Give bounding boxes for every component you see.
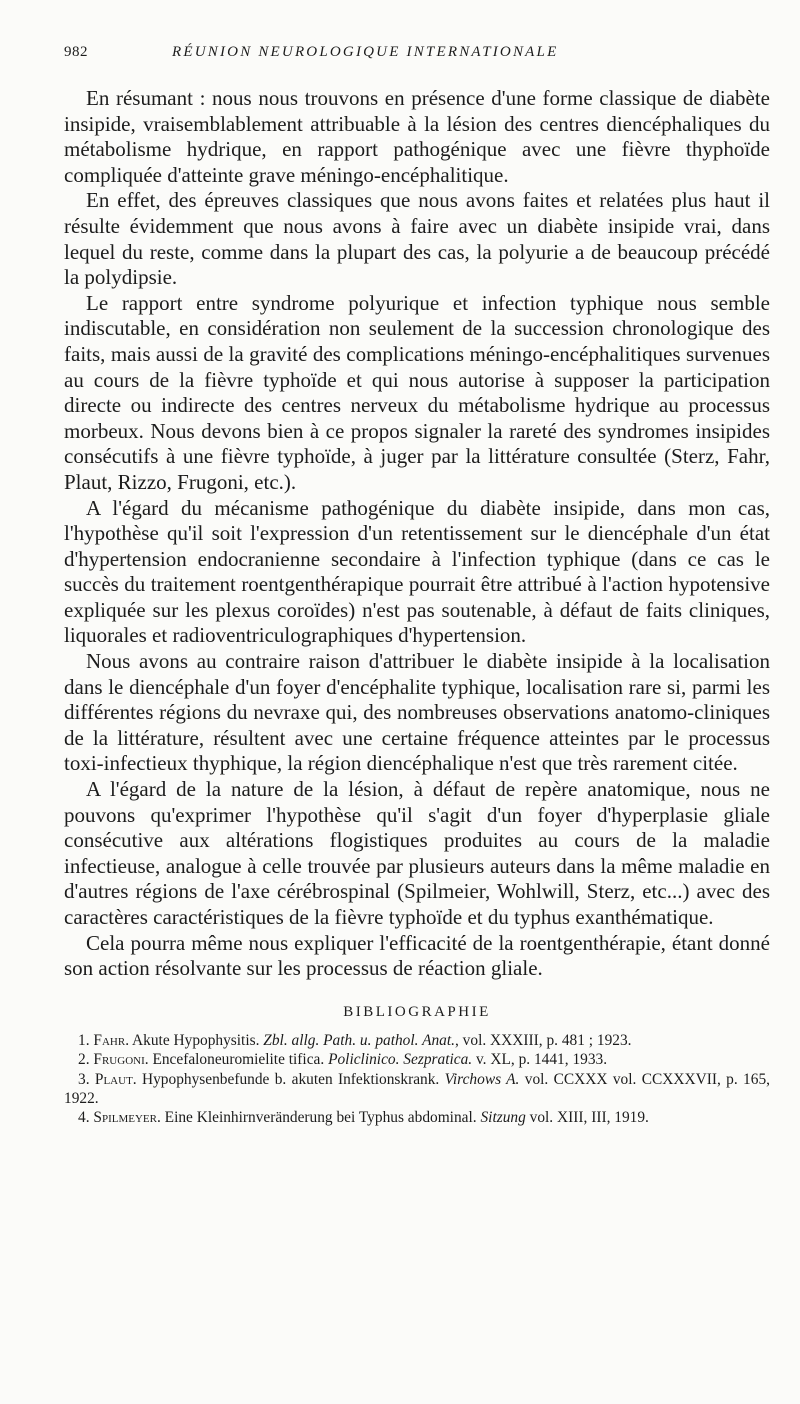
ref-number: 3. bbox=[78, 1070, 90, 1088]
ref-title: Akute Hypophysitis. bbox=[129, 1031, 264, 1049]
ref-author: Plaut. bbox=[94, 1070, 137, 1088]
ref-journal: Zbl. allg. Path. u. pathol. Anat. bbox=[263, 1031, 455, 1049]
ref-title: Hypophysenbefunde b. akuten Infektionskrank. bbox=[136, 1070, 445, 1088]
paragraph-therapy: Cela pourra même nous expliquer l'efficacité de la roentgenthérapie, étant donné son action résolvante sur les processus de réaction gliale. bbox=[64, 930, 770, 981]
body-text bbox=[64, 86, 770, 982]
paragraph-nature: A l'égard de la nature de la lésion, à défaut de repère anatomique, nous ne pouvons qu'exprimer l'hypothèse qu'il s'agit d'un foyer d'hyperplasie gliale consécutive aux altérations flogistiques produites au cours de la maladie infectieuse, analogue à celle trouvée par plusieurs auteurs dans la même maladie en d'autres régions de l'axe cérébrospinal (Spilmeier, Wohlwill, Sterz, etc...) avec des caractères caractéristiques de la fièvre typhoïde et du typhus exanthématique. bbox=[64, 777, 770, 929]
ref-journal: Virchows A. bbox=[444, 1070, 520, 1088]
paragraph-localisation: Nous avons au contraire raison d'attribuer le diabète insipide à la localisation dans le diencéphale d'un foyer d'encéphalite typhique, localisation rare si, parmi les différentes régions du nevraxe qui, des nombreuses observations anatomo-cliniques de la littérature, résultent avec une certaine fréquence atteintes par le processus toxi-infectieux thyphique, la région diencéphalique n'est que très rarement citée. bbox=[64, 649, 770, 776]
ref-author: Spilmeyer. bbox=[93, 1109, 161, 1127]
paragraph-tests: En effet, des épreuves classiques que nous avons faites et relatées plus haut il résulte évidemment que nous avons à faire avec un diabète insipide vrai, dans lequel du reste, comme dans la plupart des cas, la polyurie a de beaucoup précédé la polydipsie. bbox=[64, 188, 770, 290]
ref-details: , vol. XXXIII, p. 481 ; 1923. bbox=[454, 1031, 632, 1049]
ref-details: v. XL, p. 1441, 1933. bbox=[472, 1051, 608, 1069]
ref-number: 2. bbox=[78, 1051, 90, 1069]
bibliography-entry bbox=[64, 1050, 770, 1069]
running-title: RÉUNION NEUROLOGIQUE INTERNATIONALE bbox=[172, 44, 559, 60]
ref-details: vol. CCXXX vol. CCXXXVII, p. 165, 1922. bbox=[64, 1070, 770, 1107]
ref-title: Eine Kleinhirnveränderung bei Typhus abdominal. bbox=[160, 1109, 481, 1127]
ref-journal: Policlinico. Sezpratica. bbox=[328, 1051, 473, 1069]
bibliography-entry bbox=[64, 1031, 770, 1050]
ref-journal: Sitzung bbox=[480, 1109, 526, 1127]
ref-number: 4. bbox=[78, 1109, 90, 1127]
running-head bbox=[64, 44, 770, 70]
bibliography-entry bbox=[64, 1070, 770, 1109]
paragraph-summary: En résumant : nous nous trouvons en présence d'une forme classique de diabète insipide, vraisemblablement attribuable à la lésion des centres diencéphaliques du métabolisme hydrique, en rapport pathogénique avec une fièvre thyphoïde compliquée d'atteinte grave méningo-encéphalitique. bbox=[64, 86, 770, 187]
ref-title: Encefaloneuromielite tifica. bbox=[148, 1051, 329, 1069]
ref-details: vol. XIII, III, 1919. bbox=[525, 1109, 649, 1127]
ref-author: Fahr. bbox=[93, 1031, 130, 1049]
ref-number: 1. bbox=[78, 1031, 90, 1049]
paragraph-relation: Le rapport entre syndrome polyurique et infection typhique nous semble indiscutable, en considération non seulement de la succession chronologique des faits, mais aussi de la gravité des complications méningo-encéphalitiques survenues au cours de la fièvre typhoïde et qui nous autorise à supposer la participation directe ou indirecte des centres nerveux du métabolisme hydrique au processus morbeux. Nous devons bien à ce propos signaler la rareté des syndromes insipides consécutifs à une fièvre typhoïde, à juger par la littérature consultée (Sterz, Fahr, Plaut, Rizzo, Frugoni, etc.). bbox=[64, 290, 770, 494]
ref-author: Frugoni. bbox=[93, 1051, 149, 1069]
bibliography-title: BIBLIOGRAPHIE bbox=[343, 1003, 491, 1020]
bibliography-entry bbox=[64, 1108, 770, 1127]
page-number: 982 bbox=[64, 44, 88, 60]
bibliography-list bbox=[64, 1031, 770, 1128]
paragraph-mechanism: A l'égard du mécanisme pathogénique du diabète insipide, dans mon cas, l'hypothèse qu'il soit l'expression d'un retentissement sur le diencéphale d'un état d'hypertension endocranienne secondaire à l'infection typhique (dans ce cas le succès du traitement roentgenthérapique pourrait être attribué à l'action hypotensive expliquée sur les plexus coroïdes) n'est pas soutenable, à défaut de faits cliniques, liquorales et radioventriculographiques d'hypertension. bbox=[64, 495, 770, 648]
